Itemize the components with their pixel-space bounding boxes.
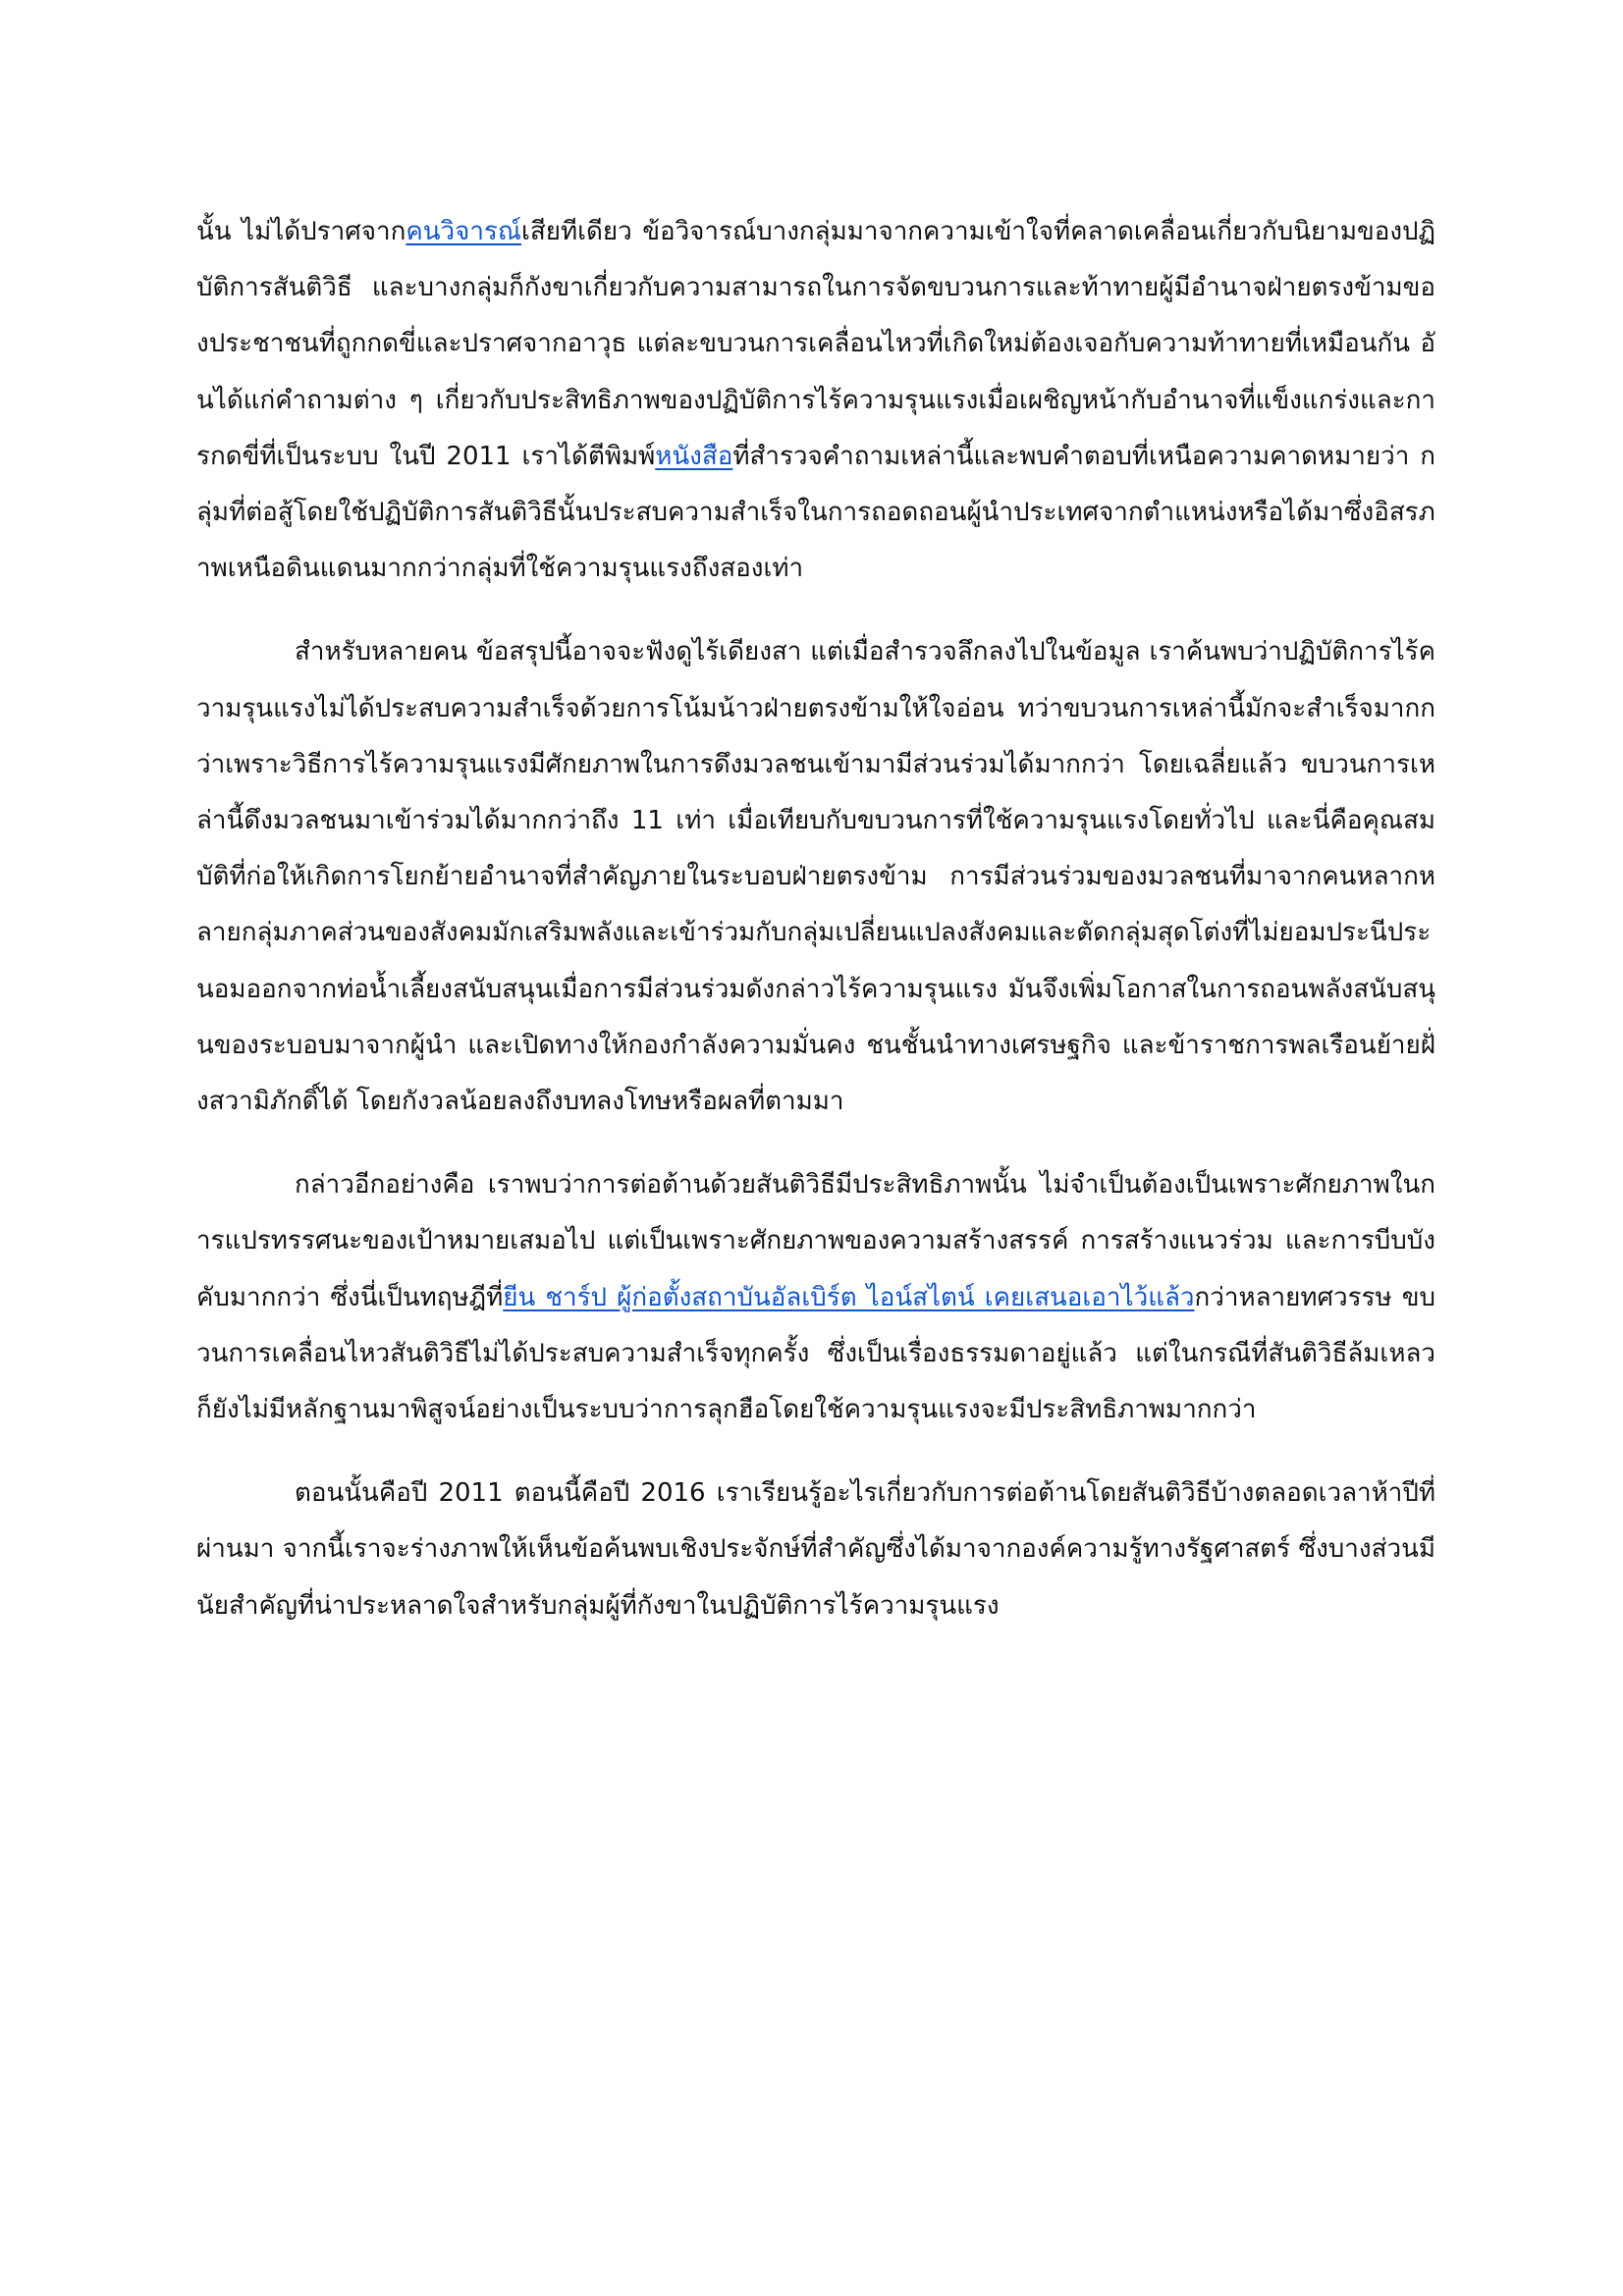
paragraph-1 <box>196 204 1435 597</box>
document-body <box>196 204 1435 1634</box>
book-link[interactable]: หนังสือ <box>655 441 733 471</box>
paragraph-1-text-middle: เสียทีเดียว ข้อวิจารณ์บางกลุ่มมาจากความเข้าใจที่คลาดเคลื่อนเกี่ยวกับนิยามของปฏิบัติการสันติวิธี และบางกลุ่มก็กังขาเกี่ยวกับความสามารถในการจัดขบวนการและท้าทายผู้มีอำนาจฝ่ายตรงข้ามของประชาชนที่ถูกกดขี่และปราศจากอาวุธ แต่ละขบวนการเคลื่อนไหวที่เกิดใหม่ต้องเจอกับความท้าทายที่เหมือนกัน อันได้แก่คำถามต่าง ๆ เกี่ยวกับประสิทธิภาพของปฏิบัติการไร้ความรุนแรงเมื่อเผชิญหน้ากับอำนาจที่แข็งแกร่งและการกดขี่ที่เป็นระบบ ในปี 2011 เราได้ตีพิมพ์ <box>196 217 1435 471</box>
paragraph-3-text-end: กว่าหลายทศวรรษ ขบวนการเคลื่อนไหวสันติวิธีไม่ได้ประสบความสำเร็จทุกครั้ง ซึ่งเป็นเรื่องธรรมดาอยู่แล้ว แต่ในกรณีที่สันติวิธีล้มเหลว ก็ยังไม่มีหลักฐานมาพิสูจน์อย่างเป็นระบบว่าการลุกฮือโดยใช้ความรุนแรงจะมีประสิทธิภาพมากกว่า <box>196 1282 1435 1425</box>
paragraph-3-text-start: กล่าวอีกอย่างคือ เราพบว่าการต่อต้านด้วยสันติวิธีมีประสิทธิภาพนั้น ไม่จำเป็นต้องเป็นเพราะศักยภาพในการแปรทรรศนะของเป้าหมายเสมอไป แต่เป็นเพราะศักยภาพของความสร้างสรรค์ การสร้างแนวร่วม และการบีบบังคับมากกว่า ซึ่งนี่เป็นทฤษฎีที่ <box>196 1170 1435 1312</box>
paragraph-2: สำหรับหลายคน ข้อสรุปนี้อาจจะฟังดูไร้เดียงสา แต่เมื่อสำรวจลึกลงไปในข้อมูล เราค้นพบว่าปฏิบัติการไร้ความรุนแรงไม่ได้ประสบความสำเร็จด้วยการโน้มน้าวฝ่ายตรงข้ามให้ใจอ่อน ทว่าขบวนการเหล่านี้มักจะสำเร็จมากกว่าเพราะวิธีการไร้ความรุนแรงมีศักยภาพในการดึงมวลชนเข้ามามีส่วนร่วมได้มากกว่า โดยเฉลี่ยแล้ว ขบวนการเหล่านี้ดึงมวลชนมาเข้าร่วมได้มากกว่าถึง 11 เท่า เมื่อเทียบกับขบวนการที่ใช้ความรุนแรงโดยทั่วไป และนี่คือคุณสมบัติที่ก่อให้เกิดการโยกย้ายอำนาจที่สำคัญภายในระบอบฝ่ายตรงข้าม การมีส่วนร่วมของมวลชนที่มาจากคนหลากหลายกลุ่มภาคส่วนของสังคมมักเสริมพลังและเข้าร่วมกับกลุ่มเปลี่ยนแปลงสังคมและตัดกลุ่มสุดโต่งที่ไม่ยอมประนีประนอมออกจากท่อน้ำเลี้ยงสนับสนุนเมื่อการมีส่วนร่วมดังกล่าวไร้ความรุนแรง มันจึงเพิ่มโอกาสในการถอนพลังสนับสนุนของระบอบมาจากผู้นำ และเปิดทางให้กองกำลังความมั่นคง ชนชั้นนำทางเศรษฐกิจ และข้าราชการพลเรือนย้ายฝั่งสวามิภักดิ์ได้ โดยกังวลน้อยลงถึงบทลงโทษหรือผลที่ตามมา <box>196 637 1435 1117</box>
paragraph-1-text-start: นั้น ไม่ได้ปราศจาก <box>196 217 406 246</box>
gene-sharp-link[interactable]: ยีน ชาร์ป ผู้ก่อตั้งสถาบันอัลเบิร์ต ไอน์สไตน์ เคยเสนอเอาไว้แล้ว <box>503 1282 1195 1312</box>
paragraph-3 <box>196 1157 1435 1438</box>
critics-link[interactable]: คนวิจารณ์ <box>406 217 522 246</box>
paragraph-1-text-end: ที่สำรวจคำถามเหล่านี้และพบคำตอบที่เหนือความคาดหมายว่า กลุ่มที่ต่อสู้โดยใช้ปฏิบัติการสันติวิธีนั้นประสบความสำเร็จในการถอดถอนผู้นำประเทศจากตำแหน่งหรือได้มาซึ่งอิสรภาพเหนือดินแดนมากกว่ากลุ่มที่ใช้ความรุนแรงถึงสองเท่า <box>196 441 1435 584</box>
paragraph-4: ตอนนั้นคือปี 2011 ตอนนี้คือปี 2016 เราเรียนรู้อะไรเกี่ยวกับการต่อต้านโดยสันติวิธีบ้างตลอดเวลาห้าปีที่ผ่านมา จากนี้เราจะร่างภาพให้เห็นข้อค้นพบเชิงประจักษ์ที่สำคัญซึ่งได้มาจากองค์ความรู้ทางรัฐศาสตร์ ซึ่งบางส่วนมีนัยสำคัญที่น่าประหลาดใจสำหรับกลุ่มผู้ที่กังขาในปฏิบัติการไร้ความรุนแรง <box>196 1478 1435 1621</box>
